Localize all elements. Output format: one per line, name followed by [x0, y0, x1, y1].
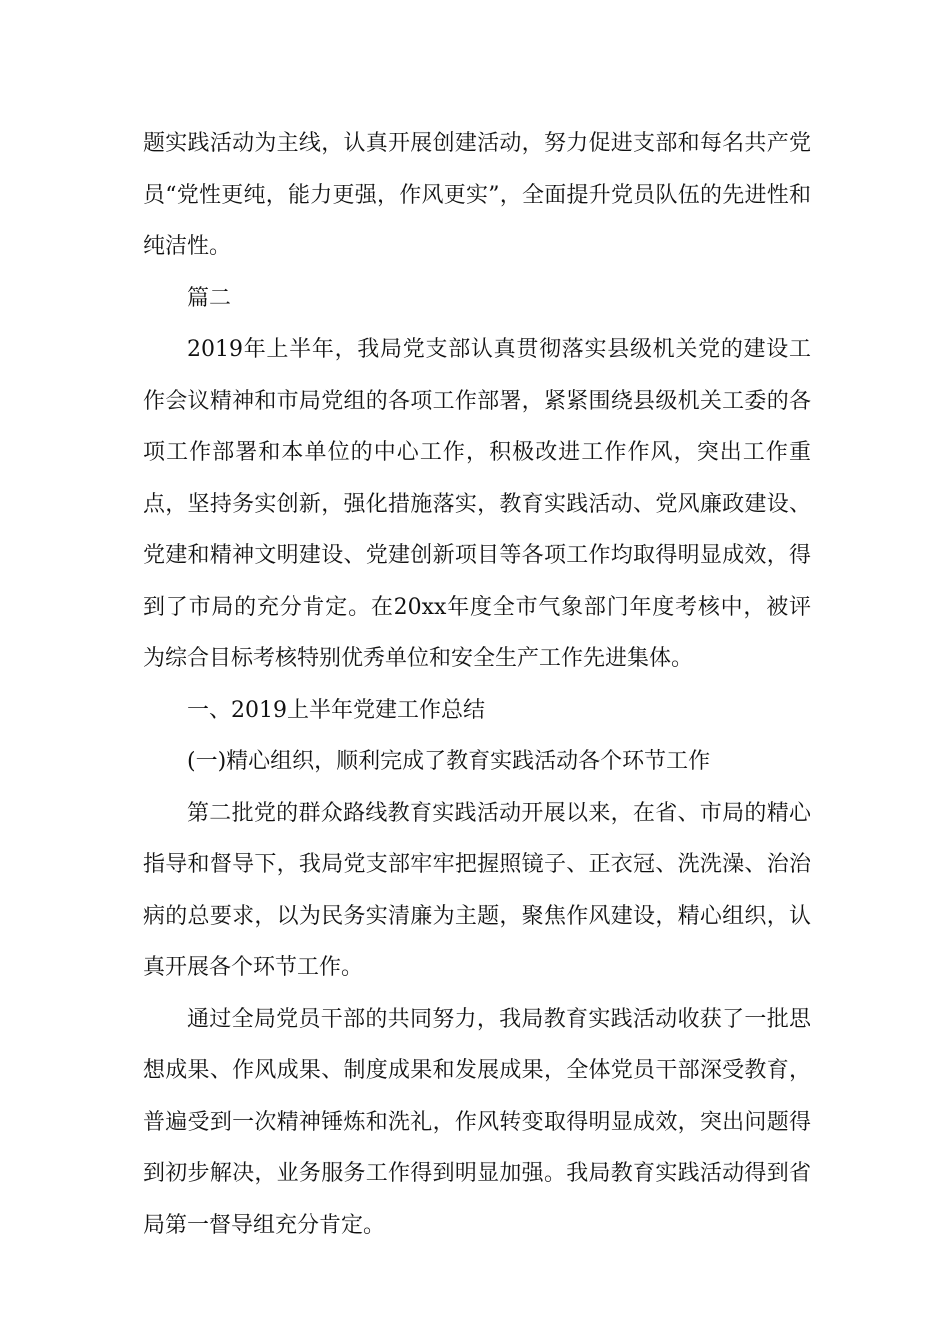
document-body: [143, 118, 811, 1251]
paragraph-intro: 2019年上半年，我局党支部认真贯彻落实县级机关党的建设工作会议精神和市局党组的各项工作部署，紧紧围绕县级机关工委的各项工作部署和本单位的中心工作，积极改进工作作风，突出工作重点，坚持务实创新，强化措施落实，教育实践活动、党风廉政建设、党建和精神文明建设、党建创新项目等各项工作均取得明显成效，得到了市局的充分肯定。在20xx年度全市气象部门年度考核中，被评为综合目标考核特别优秀单位和安全生产工作先进集体。: [143, 337, 811, 671]
paragraph-results: 通过全局党员干部的共同努力，我局教育实践活动收获了一批思想成果、作风成果、制度成果和发展成果，全体党员干部深受教育，普遍受到一次精神锤炼和洗礼，作风转变取得明显成效，突出问题得到初步解决，业务服务工作得到明显加强。我局教育实践活动得到省局第一督导组充分肯定。: [143, 1006, 811, 1238]
section-heading-pian-er: 篇二: [187, 285, 232, 311]
paragraph-activity: 第二批党的群众路线教育实践活动开展以来，在省、市局的精心指导和督导下，我局党支部牢牢把握照镜子、正衣冠、洗洗澡、治治病的总要求，以为民务实清廉为主题，聚焦作风建设，精心组织，认真开展各个环节工作。: [143, 800, 811, 980]
subheading-one: (一)精心组织，顺利完成了教育实践活动各个环节工作: [187, 749, 711, 774]
heading-summary: 一、2019上半年党建工作总结: [187, 697, 485, 723]
paragraph-continuation: 题实践活动为主线，认真开展创建活动，努力促进支部和每名共产党员“党性更纯，能力更强，作风更实”，全面提升党员队伍的先进性和纯洁性。: [143, 131, 811, 259]
